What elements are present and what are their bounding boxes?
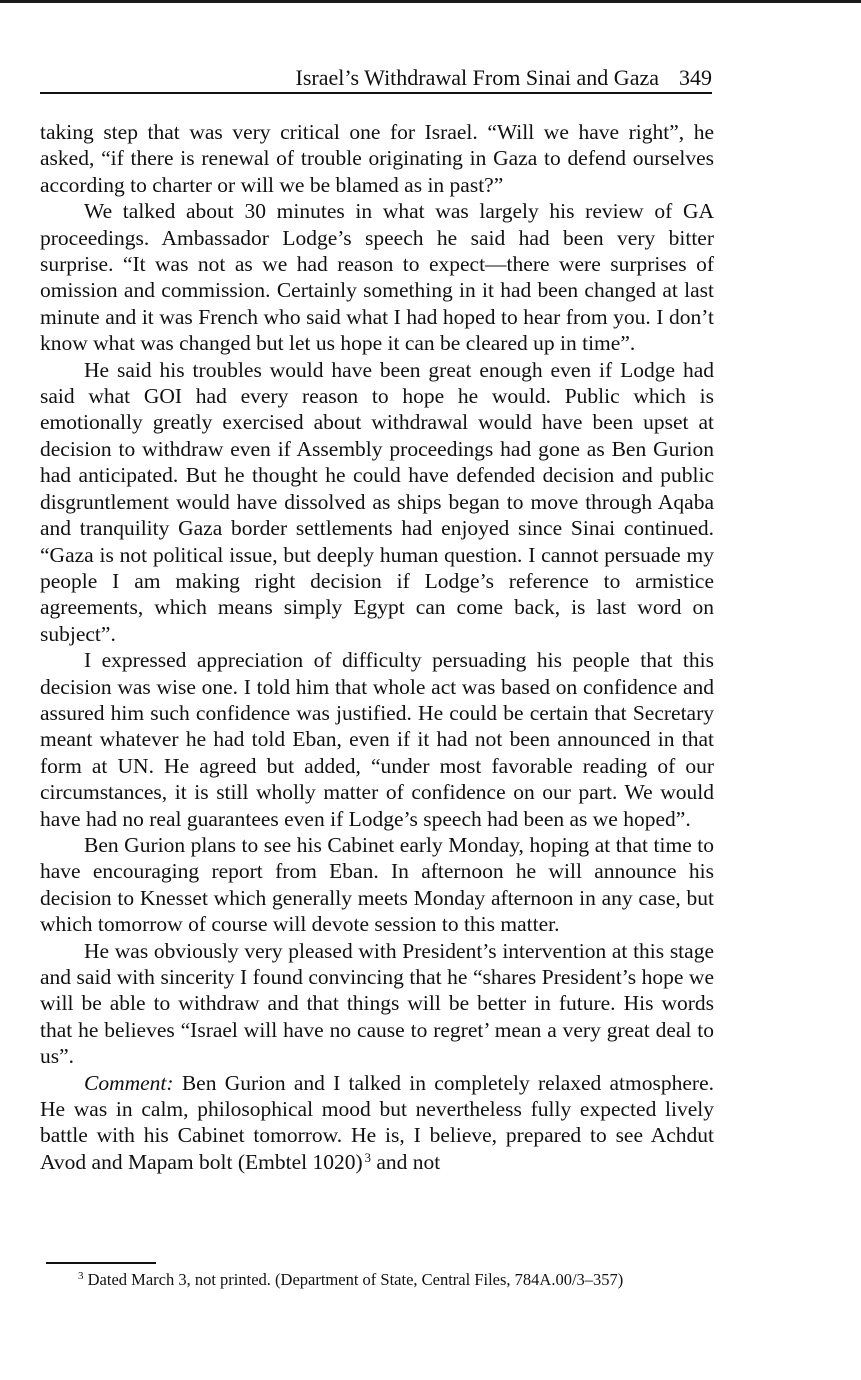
paragraph-1: taking step that was very critical one for Israel. “Will we have right”, he asked, “if there is renewal of trouble originating in Gaza to defend ourselves according to charter or will we be blamed as in past?”	[40, 120, 714, 197]
page-header	[40, 62, 712, 94]
footnote-reference[interactable]: 3	[364, 1149, 371, 1165]
paragraph-6: He was obviously very pleased with President’s intervention at this stage and said with sincerity I found convincing that he “shares President’s hope we will be able to withdraw and that things will be better in future. His words that he believes “Israel will have no cause to regret’ mean a very great deal to us”.	[40, 938, 714, 1069]
page-number: 349	[679, 65, 712, 90]
running-title: Israel’s Withdrawal From Sinai and Gaza	[295, 65, 659, 90]
footnote	[78, 1269, 718, 1291]
paragraph-4: I expressed appreciation of difficulty persuading his people that this decision was wise one. I told him that whole act was based on confidence and assured him such confidence was justified. He could be certain that Secretary meant whatever he had told Eban, even if it had not been announced in that form at UN. He agreed but added, “under most favorable reading of our circumstances, it is still wholly matter of confidence on our part. We would have had no real guarantees even if Lodge’s speech had been as we hoped”.	[40, 648, 714, 831]
page-top-edge	[0, 0, 861, 3]
paragraph-5: Ben Gurion plans to see his Cabinet early Monday, hoping at that time to have encouraging report from Eban. In afternoon he will announce his decision to Knesset which generally meets Monday afternoon in any case, but which tomorrow of course will devote session to this matter.	[40, 832, 714, 937]
comment-text: Ben Gurion and I talked in completely relaxed atmosphere. He was in calm, philosophical mood but nevertheless fully expected lively battle with his Cabinet tomorrow. He is, I believe, prepared to see Achdut Avod and Mapam bolt (Embtel 1020)	[40, 1070, 714, 1174]
footnote-rule	[46, 1262, 156, 1264]
paragraph-2: We talked about 30 minutes in what was largely his review of GA proceedings. Ambassador Lodge’s speech he said had been very bitter surprise. “It was not as we had reason to expect—there were surprises of omission and commission. Certainly something in it had been changed at last minute and it was French who said what I had hoped to hear from you. I don’t know what was changed but let us hope it can be cleared up in time”.	[40, 199, 714, 356]
footnote-marker: 3	[78, 1270, 84, 1282]
comment-paragraph	[40, 1070, 714, 1176]
paragraph-3: He said his troubles would have been great enough even if Lodge had said what GOI had every reason to hope he would. Public which is emotionally greatly exercised about withdrawal would have been upset at decision to withdraw even if Assembly proceedings had gone as Ben Gurion had anticipated. But he thought he could have defended decision and public disgruntlement would have dissolved as ships began to move through Aqaba and tranquility Gaza border settlements had enjoyed since Sinai continued. “Gaza is not political issue, but deeply human question. I cannot persuade my people I am making right decision if Lodge’s reference to armistice agreements, which means simply Egypt can come back, is last word on subject”.	[40, 357, 714, 646]
comment-label: Comment:	[84, 1070, 174, 1095]
footnote-text: Dated March 3, not printed. (Department of State, Central Files, 784A.00/3–357)	[83, 1270, 624, 1289]
comment-tail: and not	[370, 1149, 441, 1174]
body-text	[40, 119, 714, 1175]
